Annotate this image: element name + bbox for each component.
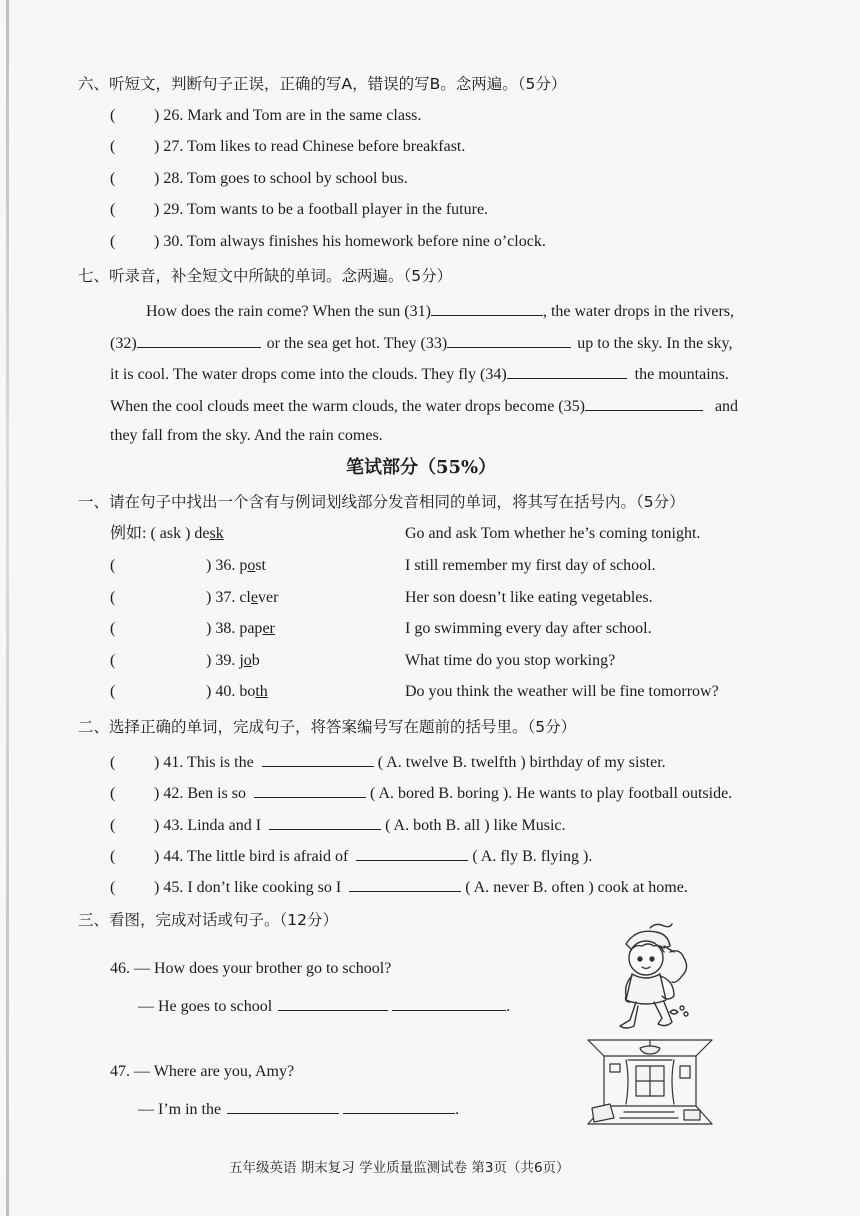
written-2-title: 二、选择正确的单词，完成句子，将答案编号写在题前的括号里。（5分） <box>78 718 577 736</box>
word-underline: e <box>250 589 258 606</box>
section-6-title: 六、听短文，判断句子正误，正确的写A，错误的写B。念两遍。（5分） <box>78 75 567 93</box>
word-underline: o <box>247 557 256 574</box>
item-38 <box>110 619 275 639</box>
word-underline: th <box>255 683 268 700</box>
item-43 <box>110 813 566 836</box>
answer-paren[interactable]: ( <box>110 170 116 187</box>
page-footer: 五年级英语 期末复习 学业质量监测试卷 第3页（共6页） <box>229 1160 570 1176</box>
answer-paren[interactable]: ( <box>110 138 116 155</box>
answer-paren[interactable]: ( <box>110 652 116 669</box>
period: . <box>506 998 511 1015</box>
written-3-title: 三、看图，完成对话或句子。（12分） <box>78 911 338 929</box>
blank-47a[interactable] <box>227 1097 339 1114</box>
period: . <box>455 1101 460 1118</box>
answer-paren[interactable]: ( <box>110 785 116 802</box>
sentence-38: I go swimming every day after school. <box>405 620 652 637</box>
question-text: ) 44. The little bird is afraid of <box>154 848 349 865</box>
answer-46 <box>138 994 510 1017</box>
passage-text: it is cool. The water drops come into the clouds. They fly (34) <box>110 366 507 383</box>
question-47: 47. — Where are you, Amy? <box>110 1063 295 1080</box>
sentence-40: Do you think the weather will be fine tomorrow? <box>405 683 719 700</box>
answer-paren[interactable]: ( <box>110 754 116 771</box>
item-41 <box>110 750 666 773</box>
passage-text: and <box>714 398 739 415</box>
answer-prefix: — He goes to school <box>138 998 273 1015</box>
example-sentence: Go and ask Tom whether he’s coming tonight. <box>405 525 701 542</box>
passage-text: up to the sky. In the sky, <box>577 335 733 352</box>
passage-line-2 <box>110 331 732 354</box>
word-text: ) 38. pap <box>206 620 263 637</box>
passage-line-5: they fall from the sky. And the rain comes. <box>110 427 383 444</box>
example-row <box>110 524 224 544</box>
blank-32[interactable] <box>137 331 261 348</box>
word-text: ) 39. j <box>206 652 244 669</box>
item-28 <box>110 169 408 189</box>
blank-45[interactable] <box>349 875 461 892</box>
passage-line-3 <box>110 362 729 385</box>
passage-text: or the sea get hot. They (33) <box>266 335 448 352</box>
blank-41[interactable] <box>262 750 374 767</box>
boy-walking-illustration <box>606 922 696 1034</box>
example-word: 例如: ( ask ) de <box>110 525 210 542</box>
word-text: st <box>255 557 266 574</box>
word-underline: er <box>262 620 275 637</box>
page-edge <box>6 0 9 1216</box>
answer-paren[interactable]: ( <box>110 817 116 834</box>
answer-paren[interactable]: ( <box>110 233 116 250</box>
blank-46a[interactable] <box>278 994 388 1011</box>
answer-paren[interactable]: ( <box>110 107 116 124</box>
question-text: ) 43. Linda and I <box>154 817 262 834</box>
answer-47 <box>138 1097 459 1120</box>
item-36 <box>110 556 266 576</box>
blank-34[interactable] <box>507 362 627 379</box>
blank-31[interactable] <box>431 299 543 316</box>
item-45 <box>110 875 688 898</box>
statement-text: ) 26. Mark and Tom are in the same class. <box>154 107 422 124</box>
passage-text: the mountains. <box>634 366 729 383</box>
passage-line-4 <box>110 394 738 417</box>
item-39 <box>110 651 260 671</box>
word-text: ver <box>257 589 279 606</box>
written-1-title: 一、请在句子中找出一个含有与例词划线部分发音相同的单词，将其写在括号内。（5分） <box>78 493 685 511</box>
question-text: ) 42. Ben is so <box>154 785 246 802</box>
word-text: b <box>251 652 260 669</box>
written-part-title: 笔试部分（55%） <box>346 457 497 478</box>
item-40 <box>110 682 268 702</box>
item-37 <box>110 588 278 608</box>
sentence-39: What time do you stop working? <box>405 652 616 669</box>
example-underline: sk <box>209 525 224 542</box>
item-27 <box>110 137 465 157</box>
statement-text: ) 29. Tom wants to be a football player in the future. <box>154 201 489 218</box>
answer-paren[interactable]: ( <box>110 879 116 896</box>
sentence-37: Her son doesn’t like eating vegetables. <box>405 589 653 606</box>
answer-paren[interactable]: ( <box>110 620 116 637</box>
question-text: ) 41. This is the <box>154 754 254 771</box>
passage-text: , the water drops in the rivers, <box>542 303 735 320</box>
answer-prefix: — I’m in the <box>138 1101 222 1118</box>
word-text: ) 37. cl <box>206 589 251 606</box>
passage-text: (32) <box>110 335 137 352</box>
item-30 <box>110 232 546 252</box>
blank-35[interactable] <box>585 394 703 411</box>
blank-44[interactable] <box>356 844 468 861</box>
item-29 <box>110 200 488 220</box>
statement-text: ) 30. Tom always finishes his homework before nine o’clock. <box>154 233 546 250</box>
options-text: ( A. twelve B. twelfth ) birthday of my sister. <box>377 754 666 771</box>
question-46: 46. — How does your brother go to school? <box>110 960 392 977</box>
item-26 <box>110 106 421 126</box>
section-7-title: 七、听录音，补全短文中所缺的单词。念两遍。（5分） <box>78 267 453 285</box>
answer-paren[interactable]: ( <box>110 848 116 865</box>
blank-46b[interactable] <box>392 994 506 1011</box>
word-text: ) 40. bo <box>206 683 256 700</box>
options-text: ( A. both B. all ) like Music. <box>385 817 566 834</box>
blank-33[interactable] <box>447 331 571 348</box>
statement-text: ) 28. Tom goes to school by school bus. <box>154 170 408 187</box>
options-text: ( A. bored B. boring ). He wants to play football outside. <box>370 785 733 802</box>
answer-paren[interactable]: ( <box>110 201 116 218</box>
passage-line-1 <box>146 299 734 322</box>
living-room-illustration <box>584 1036 716 1128</box>
options-text: ( A. never B. often ) cook at home. <box>465 879 688 896</box>
word-underline: o <box>243 652 252 669</box>
blank-42[interactable] <box>254 781 366 798</box>
blank-47b[interactable] <box>343 1097 455 1114</box>
item-44 <box>110 844 592 867</box>
options-text: ( A. fly B. flying ). <box>472 848 593 865</box>
sentence-36: I still remember my first day of school. <box>405 557 656 574</box>
statement-text: ) 27. Tom likes to read Chinese before breakfast. <box>154 138 466 155</box>
passage-text: How does the rain come? When the sun (31) <box>146 303 431 320</box>
answer-paren[interactable]: ( <box>110 589 116 606</box>
blank-43[interactable] <box>269 813 381 830</box>
answer-paren[interactable]: ( <box>110 557 116 574</box>
word-text: ) 36. p <box>206 557 248 574</box>
item-42 <box>110 781 732 804</box>
passage-text: When the cool clouds meet the warm clouds, the water drops become (35) <box>110 398 585 415</box>
question-text: ) 45. I don’t like cooking so I <box>154 879 342 896</box>
answer-paren[interactable]: ( <box>110 683 116 700</box>
